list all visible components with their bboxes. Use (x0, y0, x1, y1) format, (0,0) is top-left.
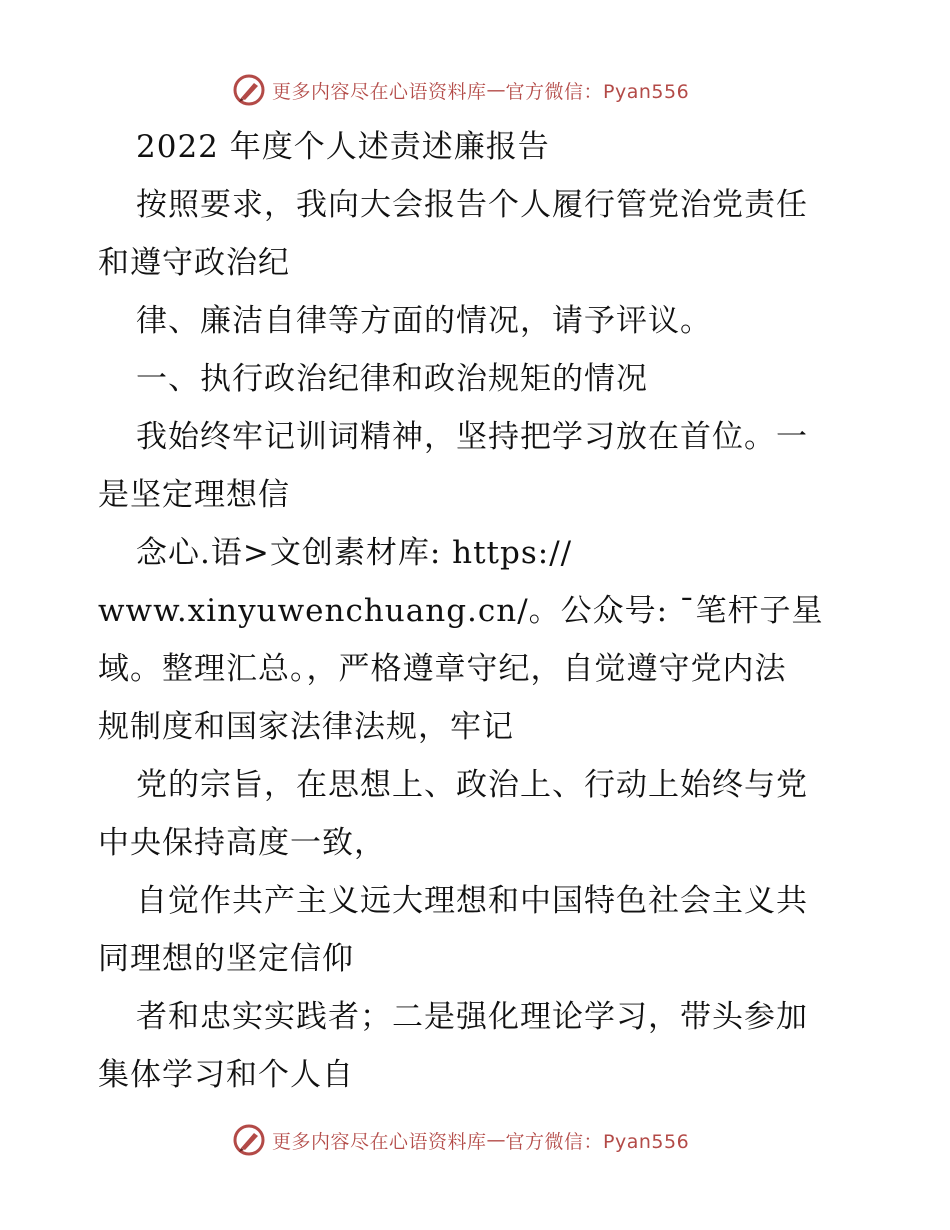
document-line: 是坚定理想信 (98, 477, 290, 513)
document-line: 域。整理汇总。，严格遵章守纪，自觉遵守党内法 (98, 651, 787, 687)
banner-suffix: 官方微信：Pyan556 (505, 80, 690, 103)
header-watermark-banner (232, 70, 752, 110)
document-line: 集体学习和个人自 (98, 1057, 354, 1093)
document-body (98, 118, 858, 1104)
pen-logo-icon (232, 1123, 266, 1157)
document-line: 中央保持高度一致， (98, 825, 386, 861)
banner-separator: — (486, 1129, 506, 1151)
banner-separator: — (486, 79, 506, 101)
document-line: www.xinyuwenchuang.cn/。公众号: ¯笔杆子星 (98, 593, 824, 629)
document-line: 者和忠实实践者；二是强化理论学习，带头参加 (136, 999, 808, 1035)
banner-suffix: 官方微信：Pyan556 (505, 1130, 690, 1153)
document-title: 2022 年度个人述责述廉报告 (136, 129, 550, 165)
pen-logo-icon (232, 73, 266, 107)
document-line: 念心.语>文创素材库: https:// (136, 535, 573, 571)
document-line: 我始终牢记训词精神，坚持把学习放在首位。一 (136, 419, 808, 455)
document-line: 同理想的坚定信仰 (98, 941, 354, 977)
document-line: 党的宗旨，在思想上、政治上、行动上始终与党 (136, 767, 808, 803)
document-line: 按照要求，我向大会报告个人履行管党治党责任 (136, 187, 808, 223)
document-line: 自觉作共产主义远大理想和中国特色社会主义共 (136, 883, 808, 919)
banner-text: 更多内容尽在心语资料库 (272, 80, 487, 103)
document-line: 和遵守政治纪 (98, 245, 290, 281)
document-line: 一、执行政治纪律和政治规矩的情况 (136, 361, 648, 397)
document-line: 律、廉洁自律等方面的情况，请予评议。 (136, 303, 712, 339)
banner-text: 更多内容尽在心语资料库 (272, 1130, 487, 1153)
footer-watermark-banner (232, 1120, 752, 1160)
document-line: 规制度和国家法律法规，牢记 (98, 709, 514, 745)
